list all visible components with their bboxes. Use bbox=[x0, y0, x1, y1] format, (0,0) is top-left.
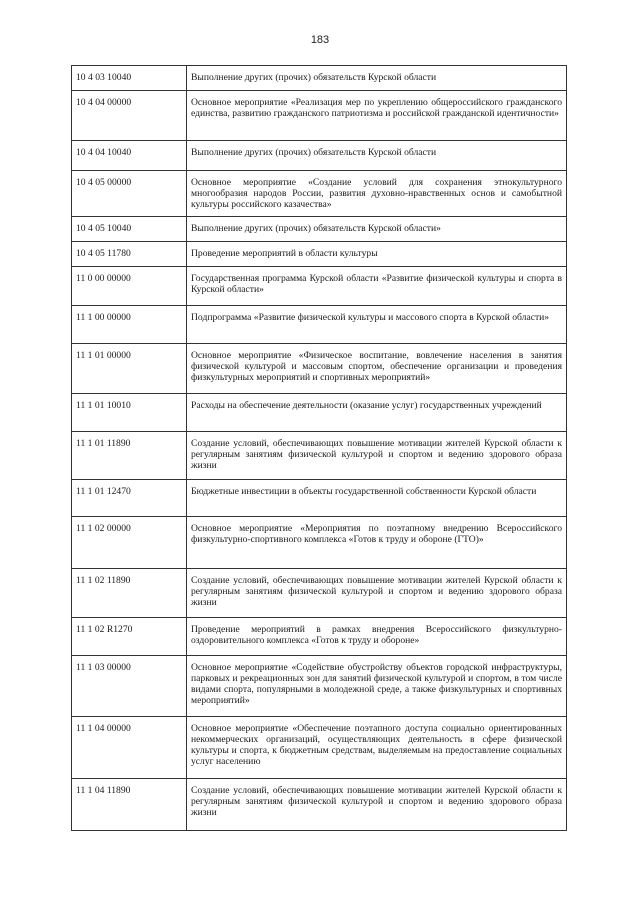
row-description: Бюджетные инвестиции в объекты государственной собственности Курской области bbox=[187, 480, 567, 517]
table-row bbox=[72, 618, 567, 656]
row-code: 11 1 04 11890 bbox=[72, 779, 187, 831]
row-code: 11 0 00 00000 bbox=[72, 267, 187, 306]
row-description: Основное мероприятие «Реализация мер по укреплению общероссийского гражданского единства, развитию гражданского патриотизма и российской гражданской идентичности» bbox=[187, 91, 567, 141]
row-code: 11 1 00 00000 bbox=[72, 306, 187, 344]
table-row bbox=[72, 717, 567, 779]
row-code: 11 1 01 10010 bbox=[72, 394, 187, 432]
table-row bbox=[72, 141, 567, 171]
table-row bbox=[72, 656, 567, 717]
table-row bbox=[72, 344, 567, 394]
row-description: Основное мероприятие «Содействие обустройству объектов городской инфраструктуры, парковых и рекреационных зон для занятий физической культурой и спортом, в том числе видами спорта, популярными в молодежной среде, а также физкультурных и спортивных мероприятий» bbox=[187, 656, 567, 717]
table-row bbox=[72, 242, 567, 267]
table-row bbox=[72, 91, 567, 141]
table-row bbox=[72, 480, 567, 517]
page-number: 183 bbox=[310, 34, 330, 46]
row-code: 11 1 02 11890 bbox=[72, 569, 187, 618]
table-row bbox=[72, 66, 567, 91]
table-row bbox=[72, 394, 567, 432]
row-code: 10 4 05 11780 bbox=[72, 242, 187, 267]
row-code: 10 4 05 10040 bbox=[72, 217, 187, 242]
row-code: 11 1 03 00000 bbox=[72, 656, 187, 717]
row-code: 11 1 01 12470 bbox=[72, 480, 187, 517]
row-description: Выполнение других (прочих) обязательств Курской области bbox=[187, 66, 567, 91]
row-description: Создание условий, обеспечивающих повышение мотивации жителей Курской области к регулярным занятиям физической культурой и спортом и ведению здорового образа жизни bbox=[187, 569, 567, 618]
table-row bbox=[72, 432, 567, 480]
table-row bbox=[72, 569, 567, 618]
row-description: Расходы на обеспечение деятельности (оказание услуг) государственных учреждений bbox=[187, 394, 567, 432]
row-code: 11 1 02 R1270 bbox=[72, 618, 187, 656]
row-description: Проведение мероприятий в рамках внедрения Всероссийского физкультурно-оздоровительного комплекса «Готов к труду и обороне» bbox=[187, 618, 567, 656]
row-code: 10 4 03 10040 bbox=[72, 66, 187, 91]
table-row bbox=[72, 267, 567, 306]
table-row bbox=[72, 517, 567, 569]
row-code: 11 1 01 11890 bbox=[72, 432, 187, 480]
row-code: 11 1 02 00000 bbox=[72, 517, 187, 569]
row-description: Создание условий, обеспечивающих повышение мотивации жителей Курской области к регулярным занятиям физической культурой и спортом и ведению здорового образа жизни bbox=[187, 432, 567, 480]
row-description: Проведение мероприятий в области культуры bbox=[187, 242, 567, 267]
row-description: Создание условий, обеспечивающих повышение мотивации жителей Курской области к регулярным занятиям физической культурой и спортом и ведению здорового образа жизни bbox=[187, 779, 567, 831]
row-code: 11 1 04 00000 bbox=[72, 717, 187, 779]
row-description: Основное мероприятие «Обеспечение поэтапного доступа социально ориентированных некоммерческих организаций, осуществляющих деятельность в сфере физической культуры и спорта, к бюджетным средствам, выделяемым на предоставление социальных услуг населению bbox=[187, 717, 567, 779]
table-row bbox=[72, 171, 567, 217]
row-description: Выполнение других (прочих) обязательств Курской области» bbox=[187, 217, 567, 242]
row-description: Государственная программа Курской области «Развитие физической культуры и спорта в Курской области» bbox=[187, 267, 567, 306]
row-code: 10 4 04 00000 bbox=[72, 91, 187, 141]
row-code: 10 4 05 00000 bbox=[72, 171, 187, 217]
row-description: Выполнение других (прочих) обязательств Курской области bbox=[187, 141, 567, 171]
budget-classification-table bbox=[71, 65, 567, 831]
row-description: Основное мероприятие «Мероприятия по поэтапному внедрению Всероссийского физкультурно-спортивного комплекса «Готов к труду и обороне (ГТО)» bbox=[187, 517, 567, 569]
table-row bbox=[72, 217, 567, 242]
table-row bbox=[72, 779, 567, 831]
row-description: Основное мероприятие «Физическое воспитание, вовлечение населения в занятия физической культурой и массовым спортом, обеспечение организации и проведения физкультурных мероприятий и спортивных мероприятий» bbox=[187, 344, 567, 394]
table-row bbox=[72, 306, 567, 344]
row-description: Подпрограмма «Развитие физической культуры и массового спорта в Курской области» bbox=[187, 306, 567, 344]
row-code: 11 1 01 00000 bbox=[72, 344, 187, 394]
row-description: Основное мероприятие «Создание условий для сохранения этнокультурного многообразия народов России, развития духовно-нравственных основ и самобытной культуры российского казачества» bbox=[187, 171, 567, 217]
row-code: 10 4 04 10040 bbox=[72, 141, 187, 171]
